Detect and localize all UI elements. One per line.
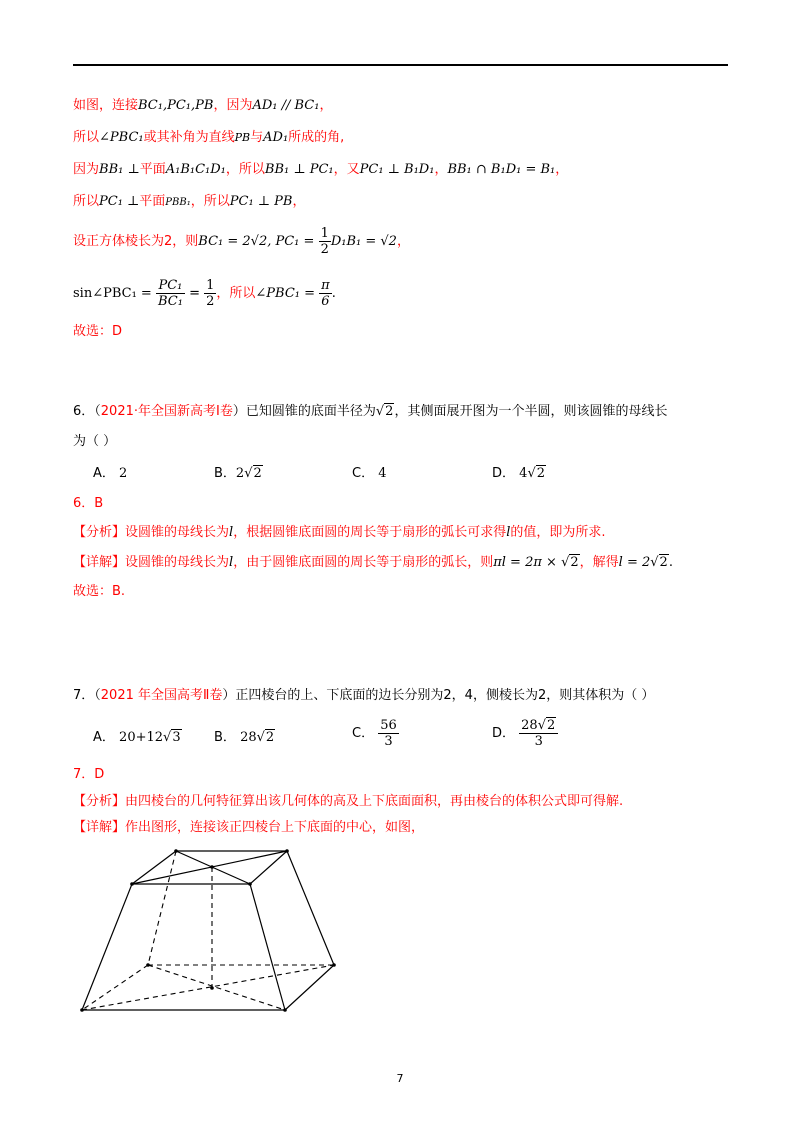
- question-6-line-1: 6．（2021·年全国新高考Ⅰ卷）已知圆锥的底面半径为√2，其侧面展开图为一个半圆，则该圆锥的母线长: [73, 404, 668, 419]
- lateral-edge-hidden: [148, 851, 176, 965]
- q7-option-a: A． 20+12√3: [93, 730, 181, 745]
- question-6-line-2: 为（ ）: [73, 434, 117, 449]
- fraction-half-2: $\frac{1}{2}$: [206, 278, 215, 309]
- q6-option-b: B．2√2: [214, 466, 262, 481]
- bottom-diagonal-2: [148, 965, 285, 1010]
- q7-analysis: 【分析】由四棱台的几何特征算出该几何体的高及上下底面面积，再由棱台的体积公式即可得解.: [73, 794, 624, 809]
- vertex-dot: [174, 849, 178, 853]
- top-center-dot: [210, 865, 214, 869]
- header-rule: [73, 64, 728, 66]
- q7-detail: 【详解】作出图形，连接该正四棱台上下底面的中心，如图，: [73, 820, 425, 835]
- q6-analysis: 【分析】设圆锥的母线长为l，根据圆锥底面圆的周长等于扇形的弧长可求得l的值，即为所求.: [73, 525, 606, 540]
- solution-line-6: sin∠PBC₁ = $\frac{\text{PC₁}}{\text{BC₁}}$ = $\frac{1}{2}$ ，所以∠PBC₁ = $\frac{\pi}{6}$ .: [73, 278, 336, 309]
- fraction-56-3: $\frac{56}{3}$: [380, 718, 397, 749]
- bottom-edge-left-hidden: [82, 965, 148, 1010]
- q7-option-c: C． $\frac{56}{3}$: [352, 718, 397, 749]
- vertex-dot: [80, 1008, 84, 1012]
- solution-line-1: 如图，连接BC₁,PC₁,PB，因为AD₁ // BC₁，: [73, 98, 333, 113]
- fraction-28sqrt2-3: $\frac{28√2}{3}$: [519, 718, 558, 749]
- frustum-figure: [72, 840, 352, 1020]
- question-7-line-1: 7．（2021 年全国高考Ⅱ卷）正四棱台的上、下底面的边长分别为2，4，侧棱长为2，则其体积为（ ）: [73, 688, 655, 703]
- solution-line-2: 所以∠PBC₁或其补角为直线PB与AD₁所成的角,: [73, 130, 345, 145]
- vertex-dot: [283, 1008, 287, 1012]
- fraction-half: $\frac{1}{2}$: [320, 226, 329, 257]
- q7-answer: 7．D: [73, 767, 105, 782]
- q7-option-d: D． $\frac{28√2}{3}$: [492, 718, 558, 749]
- fraction-pc1-bc1: $\frac{\text{PC₁}}{\text{BC₁}}$: [157, 278, 183, 309]
- lateral-edge-back-right: [287, 851, 334, 965]
- vertex-dot: [146, 963, 150, 967]
- top-diagonal-2: [132, 851, 287, 884]
- vertex-dot: [248, 882, 252, 886]
- q6-choice: 故选：B.: [73, 584, 126, 599]
- q6-option-a: A． 2: [93, 466, 128, 481]
- sqrt-2: √2: [375, 404, 394, 419]
- page-number: 7: [396, 1072, 404, 1085]
- q6-option-d: D． 4√2: [492, 466, 546, 481]
- vertex-dot: [285, 849, 289, 853]
- bottom-center-dot: [210, 986, 214, 990]
- q6-answer: 6．B: [73, 496, 104, 511]
- solution-line-5: 设正方体棱长为2，则BC₁ = 2√2, PC₁ = $\frac{1}{2}$ D₁B₁ = √2，: [73, 226, 410, 257]
- lateral-edge-front-right: [250, 884, 285, 1010]
- solution-choice-5: 故选：D: [73, 324, 123, 339]
- vertex-dot: [130, 882, 134, 886]
- bottom-edge-right: [285, 965, 334, 1010]
- fraction-pi-6: $\frac{\pi}{6}$: [321, 278, 330, 309]
- solution-line-3: 因为BB₁ ⊥平面A₁B₁C₁D₁，所以BB₁ ⊥ PC₁，又PC₁ ⊥ B₁D₁，BB₁ ∩ B₁D₁ = B₁，: [73, 162, 569, 177]
- bottom-diagonal-1: [82, 965, 334, 1010]
- lateral-edge-front-left: [82, 884, 132, 1010]
- vertex-dot: [332, 963, 336, 967]
- q6-option-c: C． 4: [352, 466, 387, 481]
- solution-line-4: 所以PC₁ ⊥平面PBB₁，所以PC₁ ⊥ PB，: [73, 194, 306, 209]
- q6-detail: 【详解】设圆锥的母线长为l，由于圆锥底面圆的周长等于扇形的弧长，则πl = 2π × √2，解得l = 2√2.: [73, 555, 673, 570]
- top-edge-right: [250, 851, 287, 884]
- q7-option-b: B． 28√2: [214, 730, 275, 745]
